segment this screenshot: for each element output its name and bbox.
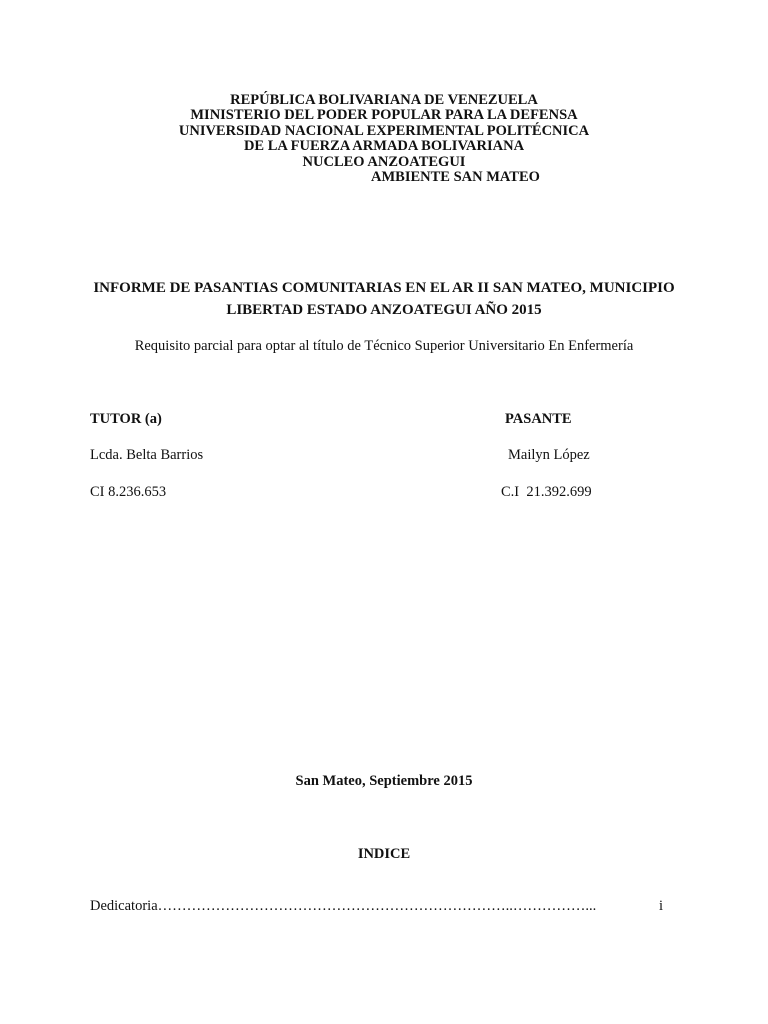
header-line-university: UNIVERSIDAD NACIONAL EXPERIMENTAL POLITÉCNICA (178, 123, 590, 139)
intern-name: Mailyn López (508, 447, 590, 463)
report-title-line-1: INFORME DE PASANTIAS COMUNITARIAS EN EL AR II SAN MATEO, MUNICIPIO (93, 280, 675, 296)
toc-entry-dedicatoria: Dedicatoria………………………………………………………………..……………... (90, 898, 597, 914)
header-line-ministry: MINISTERIO DEL PODER POPULAR PARA LA DEFENSA (190, 107, 578, 123)
index-heading: INDICE (357, 846, 411, 862)
header-line-nucleus: NUCLEO ANZOATEGUI (302, 154, 466, 170)
tutor-name: Lcda. Belta Barrios (90, 447, 204, 463)
intern-ci: C.I 21.392.699 (501, 484, 592, 500)
tutor-ci: CI 8.236.653 (90, 484, 167, 500)
tutor-heading: TUTOR (a) (90, 411, 162, 427)
place-date: San Mateo, Septiembre 2015 (295, 773, 473, 789)
report-title (60, 277, 708, 321)
header-line-campus: AMBIENTE SAN MATEO (371, 169, 540, 185)
requirement-text: Requisito parcial para optar al título de Técnico Superior Universitario En Enfermería (134, 338, 634, 354)
report-title-line-2: LIBERTAD ESTADO ANZOATEGUI AÑO 2015 (226, 302, 542, 318)
header-line-armed-forces: DE LA FUERZA ARMADA BOLIVARIANA (243, 138, 525, 154)
toc-entry-dedicatoria-page: i (659, 898, 664, 914)
intern-heading: PASANTE (505, 411, 572, 427)
header-line-republic: REPÚBLICA BOLIVARIANA DE VENEZUELA (230, 92, 538, 108)
